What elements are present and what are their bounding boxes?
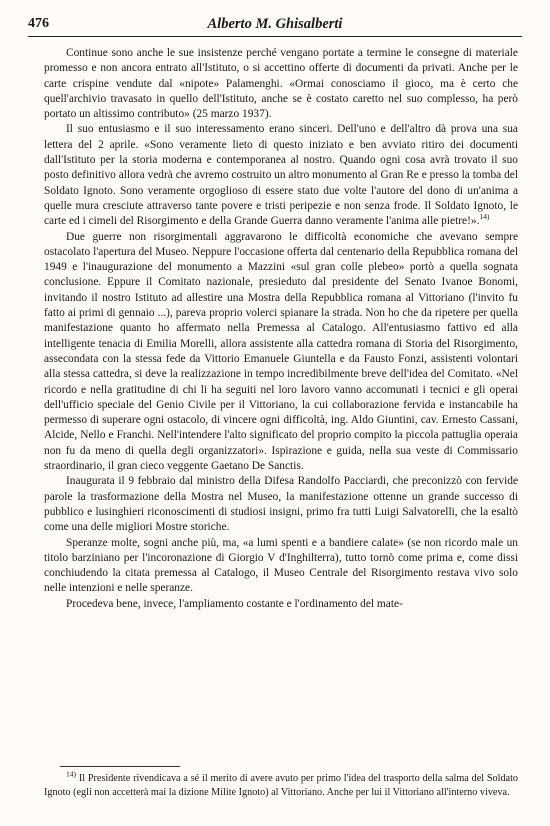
page-number: 476 [28, 16, 49, 31]
running-header [28, 14, 522, 37]
paragraph-4: Inaugurata il 9 febbraio dal ministro della Difesa Randolfo Pacciardi, che preconizzò con fervide parole la trasformazione della Mostra nel Museo, la manifestazione ottenne un grande successo di pubblico e lusinghieri riconoscimenti di studiosi insigni, primo fra tutti Luigi Salvatorelli, che la esaltò come una delle migliori Mostre storiche. [44, 475, 518, 534]
body-text [44, 46, 518, 612]
paragraph-2 [44, 122, 518, 229]
footnote-marker: 14) [479, 212, 490, 222]
paragraph-6: Procedeva bene, invece, l'ampliamento costante e l'ordinamento del mate- [66, 597, 403, 610]
footnote-text: Il Presidente rivendicava a sé il merito di avere avuto per primo l'idea del trasporto della salma del Soldato Ignoto (egli non accetterà mai la dizione Milite Ignoto) al Vittoriano. Anche per lui il Vittoriano all'interno viveva. [44, 773, 519, 798]
footnote [44, 769, 519, 799]
footnote-number: 14) [66, 769, 76, 779]
paragraph-1: Continue sono anche le sue insistenze perché vengano portate a termine le consegne di materiale promesso e non ancora entrato all'Istituto, o si accettino offerte di documenti da privati. Anche per le carte crispine vendute dal «nipote» Palamenghi. «Ormai conosciamo il gioco, ma è certo che quell'archivio travasato in quello dell'Istituto, anche se è costato caretto nel suo complesso, ha però portato un altissimo contributo» (25 marzo 1937). [44, 47, 518, 121]
running-title: Alberto M. Ghisalberti [207, 16, 343, 32]
footnote-divider [60, 766, 180, 767]
paragraph-3: Due guerre non risorgimentali aggravarono le difficoltà economiche che avevano sempre ostacolato l'apertura del Museo. Neppure l'occasione offerta dal centenario della Repubblica romana del 1949 e l'inaugurazione del monumento a Mazzini «sul gran colle plebeo» portò a quella sognata conclusione. Eppure il Comitato nazionale, presieduto dal presidente del Senato Ivanoe Bonomi, invitando il nostro Istituto ad allestire una Mostra della Repubblica romana al Vittoriano (l'invito fu fatto ai primi di gennaio ...), pareva proprio volerci spianare la strada. Non ho che da ripetere per quella manifestazione quanto ho affermato nella Premessa al Catalogo. All'entusiasmo fattivo ed alla intelligente tenacia di Emilia Morelli, allora assistente alla cattedra romana di Storia del Risorgimento, assecondata con la stessa fede da Vittorio Emanuele Giuntella e da Fausto Fonzi, assistenti volontari alla stessa cattedra, si deve la realizzazione in tempo incredibilmente breve dell'idea del Comitato. «Nel ricordo e nella gratitudine di chi li ha seguiti nel loro lavoro vanno accomunati i tecnici e gli operai dell'ufficio speciale del Genio Civile per il Vittoriano, la cui collaborazione fervida e instancabile ha permesso di superare ogni ostacolo, di vincere ogni difficoltà, ing. Aldo Giuntini, cav. Ernesto Cassani, Alcide, Nello e Franchi. Nell'intendere l'alto significato del proprio compito la piccola pattuglia operaia non fu da meno di quella degli organizzatori». Ispirazione e guida, nella sua veste di Commissario straordinario, il gran cieco veggente Gaetano De Sanctis. [44, 230, 518, 473]
paragraph-5: Speranze molte, sogni anche più, ma, «a lumi spenti e a bandiere calate» (se non ricordo male un titolo barzinianο per l'incoronazione di Giorgio V d'Inghilterra), tutto tornò come prima e, come dissi conchiudendo la citata premessa al Catalogo, il Museo Centrale del Risorgimento restava vivo solo nelle intenzioni e nelle speranze. [44, 536, 518, 595]
paragraph-2-text: Il suo entusiasmo e il suo interessamento erano sinceri. Dell'uno e dell'altro dà prova una sua lettera del 2 aprile. «Sono veramente lieto di questo iniziato e ben avviato ritiro dei documenti dall'Istituto per la storia moderna e contemporanea al nostro. Quando ogni cosa avrà trovato il suo posto definitivo allora vedrà che avremo costruito un altro monumento al Gran Re e presso la tomba del Soldato Ignoto. Sono veramente orgoglioso di essere stato due volte l'autore del dono di un'anima a quelle mura cresciute attraverso tante povere e tristi peripezie e non senza frode. Il Soldato Ignoto, le carte ed i cimeli del Risorgimento e della Grande Guerra danno veramente l'anima alle pietre!». [44, 123, 518, 228]
